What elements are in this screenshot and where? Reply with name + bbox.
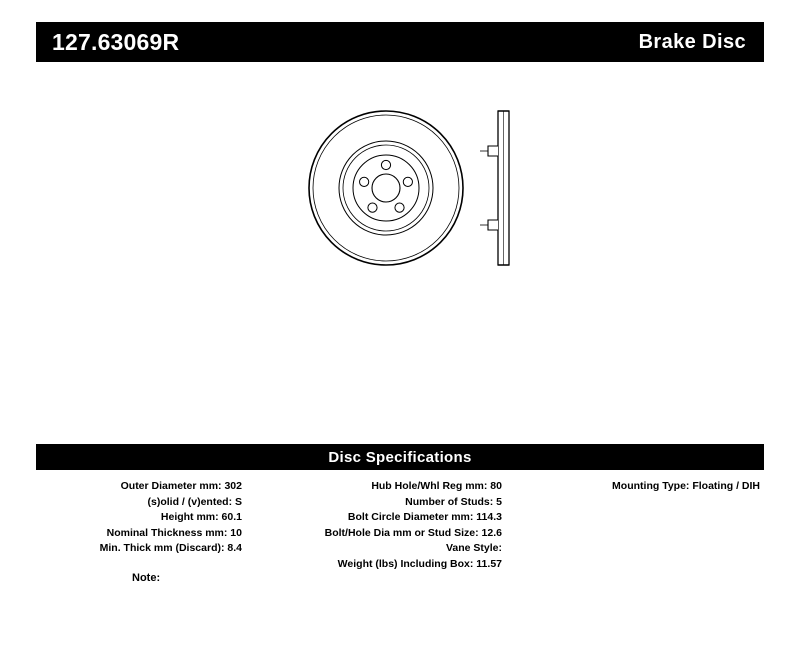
spec-item: Number of Studs: 5 [405,495,502,508]
spec-title-bar [36,444,764,470]
note-row [132,572,160,584]
note-label: Note: [132,572,161,584]
rotor-face-view [306,108,466,273]
spec-title: Disc Specifications [328,448,472,466]
spec-item: Weight (lbs) Including Box: 11.57 [337,557,502,570]
spec-item: Bolt Circle Diameter mm: 114.3 [347,511,502,523]
spec-column-middle [248,479,508,572]
spec-item: Height mm: 60.1 [160,511,242,523]
spec-item: Outer Diameter mm: 302 [120,480,242,492]
spec-column-left [36,479,248,572]
spec-item: Nominal Thickness mm: 10 [106,526,242,539]
spec-item: Bolt/Hole Dia mm or Stud Size: 12.6 [324,526,502,539]
product-type-label: Brake Disc [638,31,746,53]
spec-columns [36,479,764,572]
spec-item: Min. Thick mm (Discard): 8.4 [99,542,242,554]
spec-item: (s)olid / (v)ented: S [147,495,242,508]
part-number: 127.63069R [52,28,180,55]
spec-item: Vane Style: [445,542,502,554]
spec-item: Hub Hole/Whl Reg mm: 80 [371,480,502,492]
technical-drawing [36,80,764,420]
disc-specifications [36,444,764,572]
header-bar [36,22,764,62]
spec-item: Mounting Type: Floating / DIH [612,480,760,492]
rotor-edge-view [476,108,536,273]
spec-column-right [508,479,764,572]
